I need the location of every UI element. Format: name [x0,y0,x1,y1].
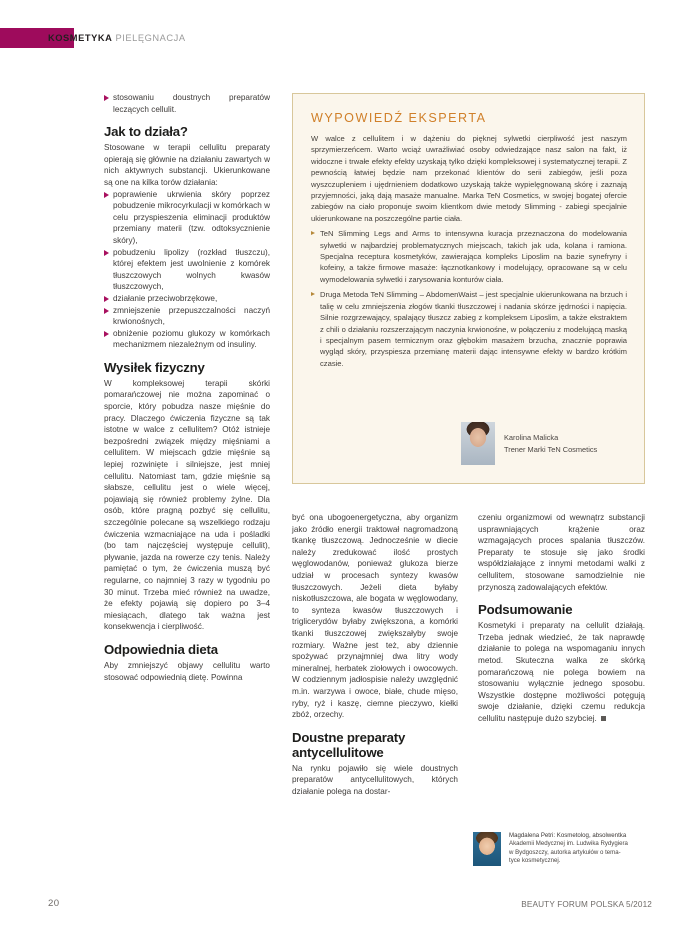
expert-quote-box [292,93,645,484]
expert-list-item: Druga Metoda TeN Slimming – AbdomenWaist – jest specjalnie ukierunkowana na brzuch i talię w celu zmniejszenia złogów tkanki tłuszczowej i nadania skórze jędrności i napięcia. Silnie rozgrzewający, spalający tłuszcz zabieg z kompleksem Liposlim, a także ekstraktem z chili o działaniu rozszerzającym naczynia krwionośne, w połączeniu z modelującą maską i specjalnym pasem termicznym oraz głębokim masażem brzucha, znacznie poprawia wygląd skóry, przyspiesza przemianę materii dając intensywne efekty w bardzo krótkim czasie. [311,289,627,369]
section-heading-doustne-preparaty: Doustne preparaty antycellulitowe [292,729,406,760]
body-paragraph: czeniu organizmowi od wewnątrz substancji usprawniających krążenie oraz wzmagających proces spalania tłuszczów. Preparaty te stosuje się jako środki współdziałające z innymi metodami walki z cellulitem, stosowane samodzielnie nie przynoszą zadowalających efektów. [478,513,645,592]
breadcrumb-subsection: PIELĘGNACJA [115,33,186,43]
list-item: stosowaniu doustnych preparatów leczących cellulit. [104,92,270,115]
expert-quote-title: WYPOWIEDŹ EKSPERTA [311,111,487,125]
avatar [461,422,495,465]
body-paragraph: być ona ubogoenergetyczna, aby organizm jako źródło energii traktował nagromadzoną tkankę tłuszczową. Jednocześnie w diecie należy zredukować ilość prostych węglowodanów, ponieważ glukoza bierze udział w procesach syntezy kwasów tłuszczowych. Jeżeli dieta byłaby niskotłuszczowa, ale bogata w węglowodany, to synteza kwasów tłuszczowych i triglicerydów byłaby zwiększona, a komórki tkanki tłuszczowej zwiększałyby swoje rozmiary. Ważne jest też, aby dziennie spożywać przynajmniej dwa litry wody mineralnej, herbatek ziołowych i owocowych. W codziennym jadłospisie należy uwzględnić m.in. warzywa i owoce, białe, chude mięso, ryby, ryż i kaszę, ciemne pieczywo, kiełki zbóż, orzechy. [292,513,458,720]
list-item: poprawienie ukrwienia skóry poprzez pobudzenie mikrocyrkulacji w komórkach w celu przyspieszenia eliminacji produktów przemiany materii (tzw. odtoksycznienie skóry), [104,189,270,247]
section-heading-jak-to-dziala: Jak to działa? [104,124,188,140]
author-bio-line: w Bydgoszczy, autorka artykułów o tema- [509,848,621,856]
body-paragraph: Na rynku pojawiło się wiele doustnych preparatów antycellulitowych, których działanie polega na dostar- [292,763,458,796]
expert-paragraph: W walce z cellulitem i w dążeniu do pięknej sylwetki cierpliwość jest naszym sprzymierzeńcem. Warto wciąż uwrażliwiać osoby odwiedzające nasz salon na fakt, iż widoczne i trwałe efekty efekty uzyskają tylko dzięki kompleksowej i systematycznej terapii. Z pewnością łatwiej będzie nam przekonać klientów do serii zabiegów, jeśli poza wyszczupleniem i ujędrnieniem dodatkowo uzyskają także wypielęgnowaną skórę i zaznają przyjemności, jaką dają masaże manualne. Marka TeN Cosmetics, w swojej bogatej ofercie zabiegów na ciało proponuje swoim klientkom dwie metody Slimming - zabiegi specjalnie ukierunkowane na poszczególne partie ciała. [311,134,627,223]
list-item: pobudzeniu lipolizy (rozkład tłuszczu), której efektem jest uwolnienie z komórek tłuszczowych wolnych kwasów tłuszczowych, [104,247,270,293]
body-paragraph: Aby zmniejszyć objawy cellulitu warto stosować odpowiednią dietę. Powinna [104,660,270,682]
body-paragraph: W kompleksowej terapii skórki pomarańczowej nie można zapominać o sporcie, który pobudza nasze mięśnie do pracy. Dlaczego ćwiczenia fizyczne są tak istotne w walce z cellulitem? Otóż istnieje bezpośredni związek między mięśniami a cellulitem. W miejscach gdzie mięśnie są lepiej rozwinięte i silniejsze, jest mniej cellulitu. Natomiast tam, gdzie mięśnie są słabsze, cellulitu jest o wiele więcej, pojawiają się również problemy żylne. Dla osób, które pragną pozbyć się cellulitu, szczególnie polecane są wszelkiego rodzaju ćwiczenia wzmacniające na uda i pośladki (bo tam najczęściej występuje cellulit), pływanie, jazda na rowerze czy tenis. Należy pamiętać o tym, że ćwiczenia muszą być regularne, co najmniej 3 razy w tygodniu po 30 minut. Trzeba mieć również na uwadze, że efekty pojawią się dopiero po 3–4 miesiącach, dlatego tak ważna jest konsekwencja i cierpliwość. [104,378,270,632]
author-bio-text [509,832,628,866]
author-bio [473,832,648,866]
list-item: zmniejszenie przepuszczalności naczyń krwionośnych, [104,305,270,328]
list-item: działanie przeciwobrzękowe, [104,293,270,305]
expert-role: Trener Marki TeN Cosmetics [504,444,598,454]
expert-credit-text [504,432,597,455]
article-column-left [104,92,270,683]
section-heading-odpowiednia-dieta: Odpowiednia dieta [104,641,218,657]
section-heading-podsumowanie: Podsumowanie [478,602,573,618]
article-column-right [478,512,645,725]
avatar [473,832,501,866]
expert-credit [461,422,597,465]
breadcrumb-section: KOSMETYKA [48,33,113,43]
body-paragraph-text: Kosmetyki i preparaty na cellulit działają. Trzeba jednak wiedzieć, że tak naprawdę działanie to polega na wspomaganiu innych metod. Skuteczna walka ze skórką pomarańczową nie polega bowiem na stosowaniu wyłącznie jednego sposobu. Wszystkie dostępne możliwości potęgują swoje działanie, dzięki czemu redukcja cellulitu następuje dużo szybciej. [478,621,645,723]
article-column-middle [292,512,458,797]
expert-quote-content [293,94,644,379]
page-header [0,28,700,50]
author-bio-line: tyce kosmetycznej. [509,857,561,865]
body-paragraph: Stosowane w terapii cellulitu preparaty opierają się głównie na działaniu zawartych w nich aktywnych substancji. Ukierunkowane są one na kilka torów działania: [104,143,270,187]
body-paragraph-final [478,620,645,724]
author-bio-line: Magdalena Petri: Kosmetolog, absolwentka [509,832,627,839]
author-bio-line: Akademii Medycznej im. Ludwika Rydygiera [509,840,628,848]
publication-footer: BEAUTY FORUM POLSKA 5/2012 [521,900,652,909]
end-of-article-mark [601,716,606,721]
expert-list-item: TeN Slimming Legs and Arms to intensywna kuracja przeznaczona do modelowania sylwetki w najbardziej problematycznych miejscach, takich jak uda, kolana i ramiona. Specjalna receptura kosmetyków, zawierająca kompleks Liposlim na bazie synefryny i kofeiny, a także firmowe masaże: łącznotkankowy i modelujący, opracowane są w celu wymodelowania sylwetki i zarysowania konturów ciała. [311,228,627,285]
section-heading-wysilek-fizyczny: Wysiłek fizyczny [104,359,205,375]
page-number: 20 [48,898,60,909]
breadcrumb [48,29,186,47]
list-item: obniżenie poziomu glukozy w komórkach mechanizmem niezależnym od insuliny. [104,328,270,351]
expert-name: Karolina Malicka [504,433,559,442]
